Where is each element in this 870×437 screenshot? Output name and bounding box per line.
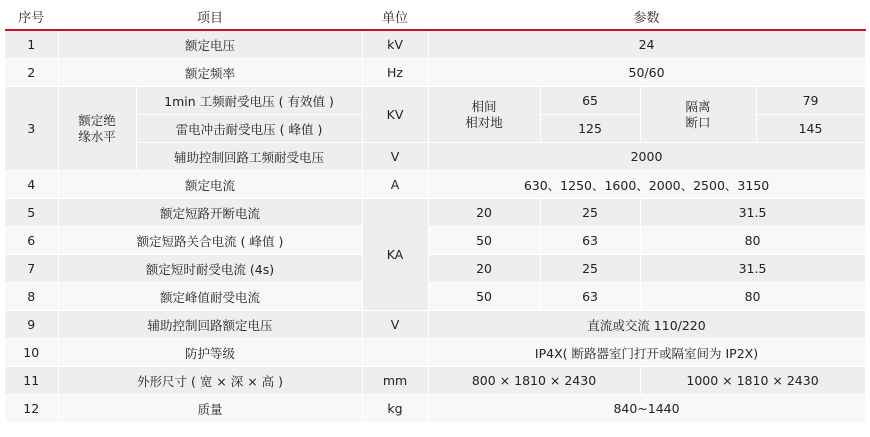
table-row bbox=[5, 87, 865, 115]
row-value: 50 bbox=[428, 283, 540, 311]
phase-value: 125 bbox=[540, 115, 640, 143]
row-value: 630、1250、1600、2000、2500、3150 bbox=[428, 171, 865, 199]
isolation-value: 145 bbox=[756, 115, 865, 143]
table-row bbox=[5, 199, 865, 227]
row-no: 4 bbox=[5, 171, 58, 199]
header-params: 参数 bbox=[428, 4, 865, 30]
row-item: 额定短时耐受电流 (4s) bbox=[58, 255, 362, 283]
table-row bbox=[5, 283, 865, 311]
sub-item: 1min 工频耐受电压 ( 有效值 ) bbox=[136, 87, 362, 115]
header-unit: 单位 bbox=[362, 4, 428, 30]
table-row bbox=[5, 311, 865, 339]
row-no: 12 bbox=[5, 395, 58, 423]
row-unit-ka: KA bbox=[362, 199, 428, 311]
table-row bbox=[5, 367, 865, 395]
row-no: 10 bbox=[5, 339, 58, 367]
row-value: 63 bbox=[540, 227, 640, 255]
phase-label bbox=[428, 87, 540, 143]
phase-value: 65 bbox=[540, 87, 640, 115]
row-item: 额定峰值耐受电流 bbox=[58, 283, 362, 311]
row-value: 2000 bbox=[428, 143, 865, 171]
table-row bbox=[5, 227, 865, 255]
row-value: 50 bbox=[428, 227, 540, 255]
row-no: 8 bbox=[5, 283, 58, 311]
row-value: 25 bbox=[540, 199, 640, 227]
row-unit: Hz bbox=[362, 59, 428, 87]
table-row bbox=[5, 339, 865, 367]
isolation-value: 79 bbox=[756, 87, 865, 115]
row-no: 9 bbox=[5, 311, 58, 339]
row-unit: V bbox=[362, 143, 428, 171]
row-value: 80 bbox=[640, 227, 865, 255]
row-unit: KV bbox=[362, 87, 428, 143]
row-unit bbox=[362, 339, 428, 367]
row-unit: mm bbox=[362, 367, 428, 395]
row-value: 31.5 bbox=[640, 255, 865, 283]
row-item: 质量 bbox=[58, 395, 362, 423]
row-value: 31.5 bbox=[640, 199, 865, 227]
row-value: 1000 × 1810 × 2430 bbox=[640, 367, 865, 395]
row-value: 20 bbox=[428, 199, 540, 227]
item-line: 额定绝 bbox=[78, 112, 116, 128]
row-value: 50/60 bbox=[428, 59, 865, 87]
row-unit: V bbox=[362, 311, 428, 339]
row-value: 80 bbox=[640, 283, 865, 311]
row-no: 5 bbox=[5, 199, 58, 227]
item-line: 缘水平 bbox=[78, 128, 116, 144]
isolation-label-line: 断口 bbox=[685, 114, 711, 130]
table-row bbox=[5, 171, 865, 199]
row-item-insulation bbox=[58, 87, 136, 171]
row-value: 63 bbox=[540, 283, 640, 311]
isolation-label bbox=[640, 87, 756, 143]
row-no: 11 bbox=[5, 367, 58, 395]
row-value: 25 bbox=[540, 255, 640, 283]
sub-item: 雷电冲击耐受电压 ( 峰值 ) bbox=[136, 115, 362, 143]
table-row bbox=[5, 255, 865, 283]
row-value: 800 × 1810 × 2430 bbox=[428, 367, 640, 395]
row-unit: A bbox=[362, 171, 428, 199]
row-item: 额定电流 bbox=[58, 171, 362, 199]
specification-table bbox=[5, 4, 866, 423]
row-value: 24 bbox=[428, 30, 865, 59]
row-item: 额定电压 bbox=[58, 30, 362, 59]
isolation-label-line: 隔离 bbox=[685, 98, 711, 114]
table-header-row bbox=[5, 4, 865, 30]
row-value: 840~1440 bbox=[428, 395, 865, 423]
row-no: 7 bbox=[5, 255, 58, 283]
row-value: 20 bbox=[428, 255, 540, 283]
row-item: 外形尺寸 ( 宽 × 深 × 高 ) bbox=[58, 367, 362, 395]
row-item: 防护等级 bbox=[58, 339, 362, 367]
row-item: 额定短路开断电流 bbox=[58, 199, 362, 227]
header-no: 序号 bbox=[5, 4, 58, 30]
row-unit: kV bbox=[362, 30, 428, 59]
table-row bbox=[5, 395, 865, 423]
row-no: 3 bbox=[5, 87, 58, 171]
row-value: 直流或交流 110/220 bbox=[428, 311, 865, 339]
row-no: 2 bbox=[5, 59, 58, 87]
row-no: 1 bbox=[5, 30, 58, 59]
row-item: 辅助控制回路额定电压 bbox=[58, 311, 362, 339]
row-item: 额定频率 bbox=[58, 59, 362, 87]
header-item: 项目 bbox=[58, 4, 362, 30]
phase-label-line: 相间 bbox=[471, 98, 497, 114]
sub-item: 辅助控制回路工频耐受电压 bbox=[136, 143, 362, 171]
table-row bbox=[5, 30, 865, 59]
row-no: 6 bbox=[5, 227, 58, 255]
row-item: 额定短路关合电流 ( 峰值 ) bbox=[58, 227, 362, 255]
row-unit: kg bbox=[362, 395, 428, 423]
phase-label-line: 相对地 bbox=[465, 114, 503, 130]
row-value: IP4X( 断路器室门打开或隔室间为 IP2X) bbox=[428, 339, 865, 367]
table-row bbox=[5, 59, 865, 87]
